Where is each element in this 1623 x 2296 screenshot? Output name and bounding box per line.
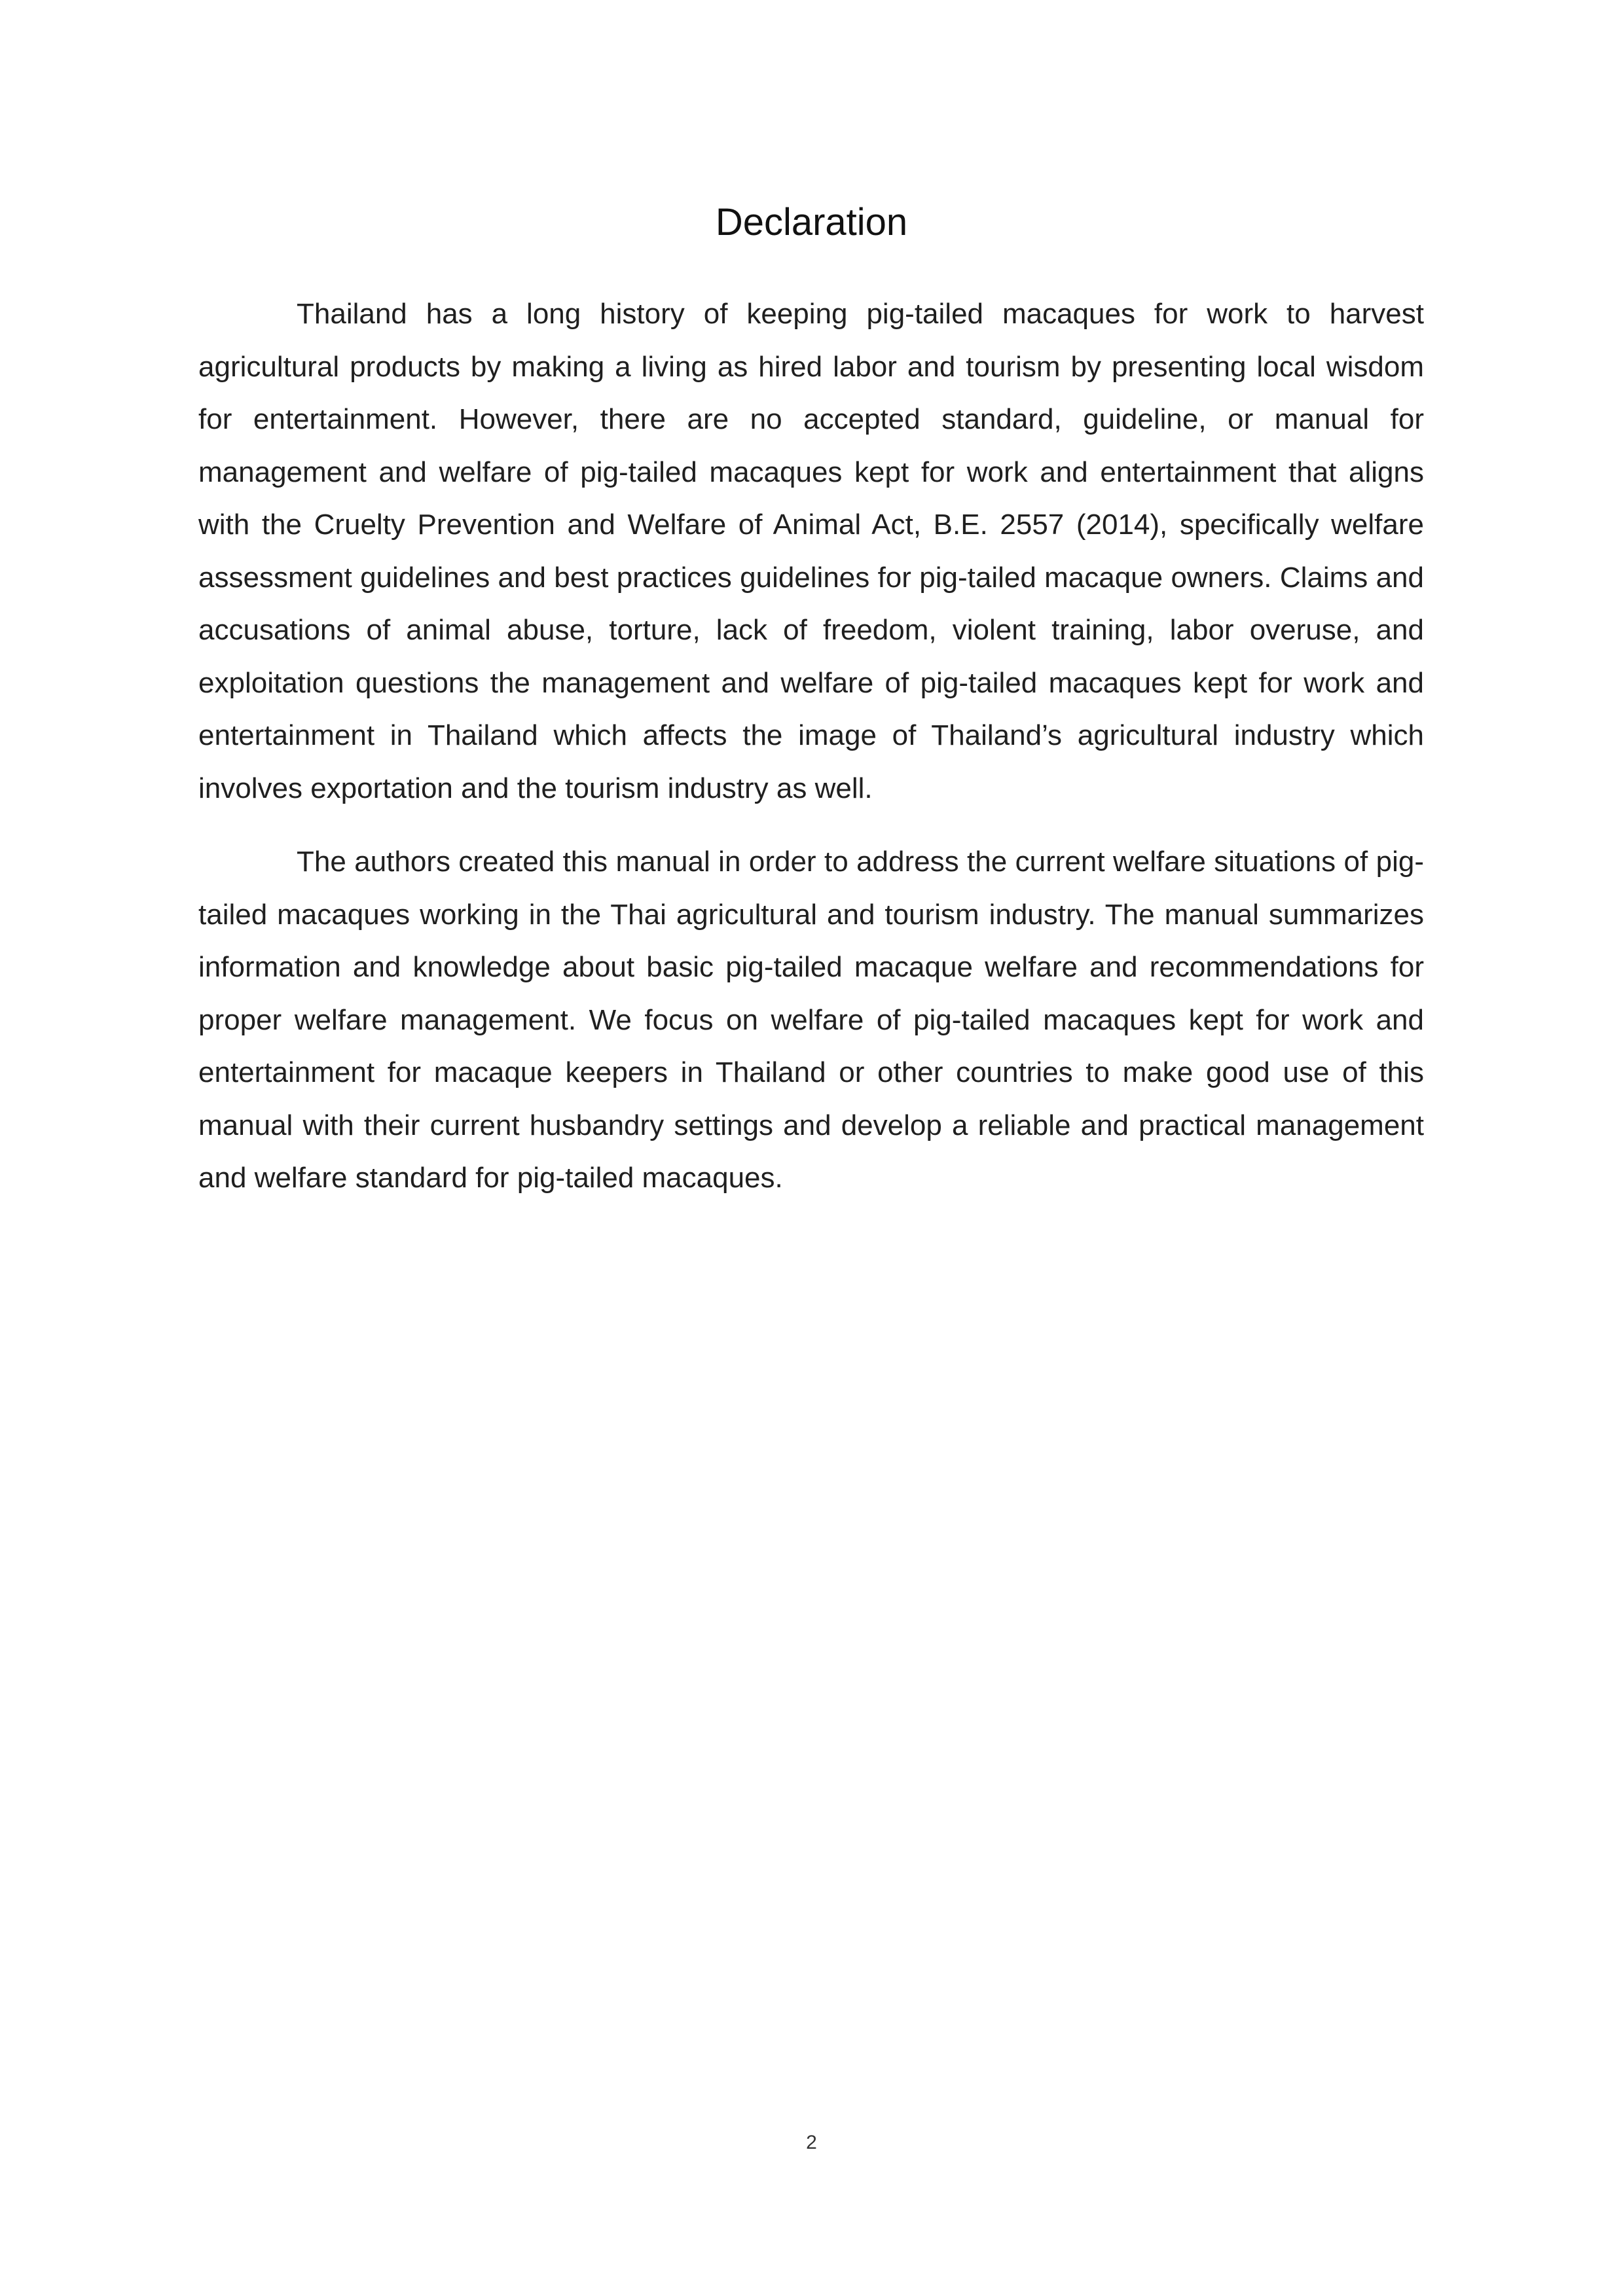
paragraph-1: Thailand has a long history of keeping pig-tailed macaques for work to harvest agricultural products by making a living as hired labor and tourism by presenting local wisdom for entertainment. However, there are no accepted standard, guideline, or manual for management and welfare of pig-tailed macaques kept for work and entertainment that aligns with the Cruelty Prevention and Welfare of Animal Act, B.E. 2557 (2014), specifically welfare assessment guidelines and best practices guidelines for pig-tailed macaque owners. Claims and accusations of animal abuse, torture, lack of freedom, violent training, labor overuse, and exploitation questions the management and welfare of pig-tailed macaques kept for work and entertainment in Thailand which affects the image of Thailand’s agricultural industry which involves exportation and the tourism industry as well. — [198, 298, 1424, 804]
declaration-body — [198, 288, 1424, 1226]
paragraph-2: The authors created this manual in order to address the current welfare situations of pig-tailed macaques working in the Thai agricultural and tourism industry. The manual summarizes information and knowledge about basic pig-tailed macaque welfare and recommendations for proper welfare management. We focus on welfare of pig-tailed macaques kept for work and entertainment for macaque keepers in Thailand or other countries to make good use of this manual with their current husbandry settings and develop a reliable and practical management and welfare standard for pig-tailed macaques. — [198, 846, 1424, 1194]
page-number: 2 — [806, 2132, 817, 2153]
page-title: Declaration — [715, 201, 908, 243]
